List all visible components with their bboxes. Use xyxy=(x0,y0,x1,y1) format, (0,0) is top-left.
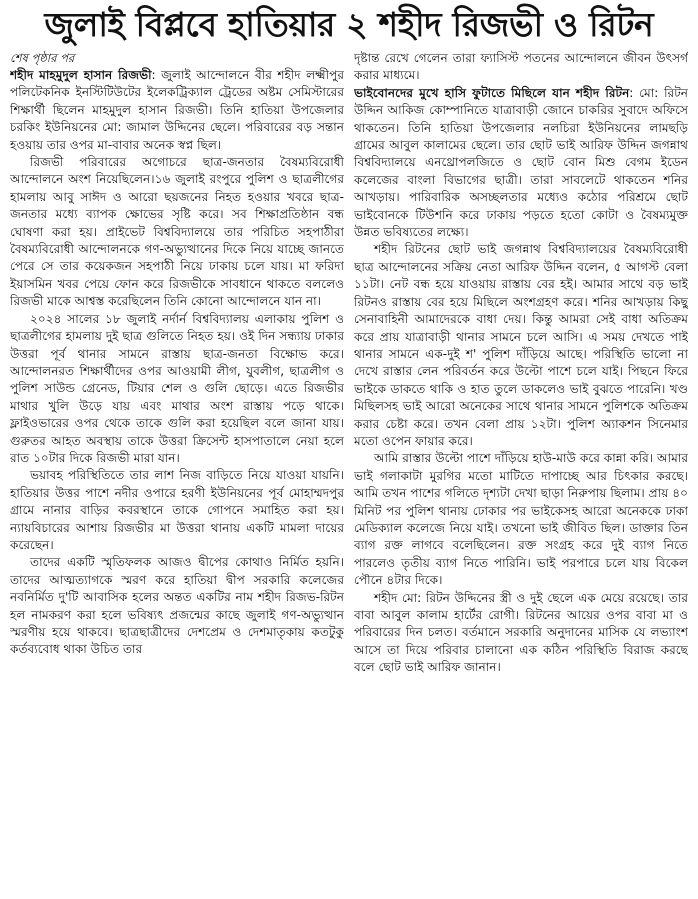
paragraph: ভয়াবহ পরিস্থিতিতে তার লাশ নিজ বাড়িতে নিয়ে যাওয়া যায়নি। হাতিয়ার উত্তর পাশে নদীর ওপারে হরণী ইউনিয়নের পূর্ব মোহাম্মদপুর গ্রামে নানার বাড়ির কবরস্থানে তাকে গোপনে সমাহিত করা হয়। ন্যায়বিচারের আশায় রিজভীর মা উত্তরা থানায় একটি মামলা দায়ের করেছেন। xyxy=(10,468,344,552)
right-column xyxy=(354,50,688,896)
paragraph: তাদের একটি স্মৃতিফলক আজও দ্বীপের কোথাও নির্মিত হয়নি। তাদের আত্মত্যাগকে স্মরণ করে হাতিয়া দ্বীপ সরকারি কলেজের নবনির্মিত দু'টি আবাসিক হলের অন্তত একটির নাম শহীদ রিজভ-রিটন হল নামকরণ করা হলে ভবিষ্যৎ প্রজন্মের কাছে জুলাই গণ-অভ্যুত্থান স্মরণীয় হয়ে থাকবে। ছাত্রছাত্রীদের দেশপ্রেম ও দেশমাতৃকায় কতটুকু কর্তব্যবোধ থাকা উচিত তার xyxy=(10,555,344,657)
article-columns xyxy=(10,50,688,896)
lead-name: শহীদ মাহমুদুল হাসান রিজভী xyxy=(10,68,152,82)
paragraph: শহীদ রিটনের ছোট ভাই জগন্নাথ বিশ্ববিদ্যালয়ের বৈষম্যবিরোধী ছাত্র আন্দোলনের সক্রিয় নেতা আরিফ উদ্দিন বলেন, ৫ আগস্ট বেলা ১১টা। নেট বন্ধ হয়ে যাওয়ায় রাস্তায় বের হই। আমার সাথে বড় ভাই রিটনও রাস্তায় বের হয়ে মিছিলে অংশগ্রহণ করে। শনির আখড়ায় কিছু সেনাবাহিনী আমাদেরকে বাধা দেয়। কিন্তু আমরা সেই বাধা অতিক্রম করে প্রায় যাত্রাবাড়ী থানার সামনে চলে আসি। এ সময় দেখতে পাই থানার সামনে এক-দুই শ' পুলিশ দাঁড়িয়ে আছে। পরিস্থিতি ভালো না দেখে রাস্তার লেন পরিবর্তন করে উল্টো পাশে চলে যাই। পিছনে ফিরে ভাইকে ডাকতে থাকি ও হাত তুলে ডাকলেও ভাই বুঝতে পারেনি। খণ্ড মিছিলসহ ভাই আরো অনেকের সাথে থানার সামনে পুলিশকে অতিক্রম করার চেষ্টা করে। তখন বেলা প্রায় ১২টা। পুলিশ অ্যাকশন সিনেমার মতো ওপেন ফায়ার করে। xyxy=(354,242,688,448)
paragraph-text: : মো: রিটন উদ্দিন আকিজ কোম্পানিতে যাত্রাবাড়ী জোনে চাকরির সুবাদে অফিসে থাকতেন। তিনি হাতিয়া উপজেলার নলচিরা ইউনিয়নের লামছড়ি গ্রামের আবুল কালামের ছেলে। তার ছোট ভাই আরিফ উদ্দিন জগন্নাথ বিশ্ববিদ্যালয়ে এনথ্রোপলজিতে ও ছোট বোন মিশু বেগম ইডেন কলেজের বাংলা বিভাগের ছাত্রী। তারা সাবলেটে থাকতেন শনির আখড়ায়। পারিবারিক অসচ্ছলতার মধ্যেও কঠোর পরিশ্রমে ছোট ভাইবোনকে টিউশনি করে ঢাকায় পড়তে হতো কোটা ও বৈষম্যমুক্ত উন্নত ভবিষ্যতের লক্ষ্যে। xyxy=(354,85,688,240)
paragraph: শহীদ মো: রিটন উদ্দিনের স্ত্রী ও দুই ছেলে এক মেয়ে রয়েছে। তার বাবা আবুল কালাম হার্টের রোগী। রিটনের আয়ের ওপর বাবা মা ও পরিবারের দিন চলত। বর্তমানে সরকারি অনুদানের মাসিক যে লভ্যাংশ আসে তা দিয়ে পরিবার চালানো এক কঠিন পরিস্থিতি বিরাজ করছে বলে ছোট ভাই আরিফ জানান। xyxy=(354,590,688,675)
paragraph xyxy=(10,67,344,154)
left-column xyxy=(10,50,344,896)
subheading: ভাইবোনদের মুখে হাসি ফুটাতে মিছিলে যান শহীদ রিটন xyxy=(354,85,630,100)
paragraph-text: : জুলাই আন্দোলনে বীর শহীদ লক্ষ্মীপুর পলিটেকনিক ইনস্টিটিউটের ইলেকট্রিক্যাল ট্রেডের অষ্টম সেমিস্টারের শিক্ষার্থী ছিলেন মাহমুদুল হাসান রিজভী। তিনি হাতিয়া উপজেলার চরকিং ইউনিয়নের মো: জামাল উদ্দিনের ছেলে। পরিবারের বড় সন্তান হওয়ায় তার ওপর মা-বাবার অনেক স্বপ্ন ছিল। xyxy=(10,68,344,152)
headline: জুলাই বিপ্লবে হাতিয়ার ২ শহীদ রিজভী ও রিটন xyxy=(44,5,654,44)
paragraph xyxy=(354,85,688,242)
paragraph: দৃষ্টান্ত রেখে গেলেন তারা ফ্যাসিস্ট পতনের আন্দোলনে জীবন উৎসর্গ করার মাধ্যমে। xyxy=(354,51,688,83)
paragraph: আমি রাস্তার উল্টো পাশে দাঁড়িয়ে হাউ-মাউ করে কান্না করি। আমার ভাই গলাকাটা মুরগির মতো মাটিতে দাপাচ্ছে আর চিৎকার করছে। আমি তখন পাশের গলিতে দৃশ্যটা দেখা ছাড়া নিরুপায় ছিলাম। প্রায় ৪০ মিনিট পর পুলিশ থানায় ঢোকার পর ভাইকেসহ আরো অনেককে ঢাকা মেডিক্যাল কলেজে নিয়ে যাই। তখনো ভাই জীবিত ছিল। ডাক্তার তিন ব্যাগ রক্ত লাগবে বলেছিলেন। রক্ত সংগ্রহ করে দুই ব্যাগ নিতে পারলেও তৃতীয় ব্যাগ নিতে পারিনি। ভাই পরপারে চলে যায় বিকেল পৌনে ৪টার দিকে। xyxy=(354,451,688,588)
paragraph: রিজভী পরিবারের অগোচরে ছাত্র-জনতার বৈষম্যবিরোধী আন্দোলনে অংশ নিয়েছিলেন।১৬ জুলাই রংপুরে পুলিশ ও ছাত্রলীগের হামলায় আবু সাঈদ ও আরো ছয়জনের নিহত হওয়ার খবরে ছাত্র-জনতার মধ্যে ব্যাপক ক্ষোভের সৃষ্টি করে। সব শিক্ষাপ্রতিষ্ঠান বন্ধ ঘোষণা করা হয়। প্রাইভেট বিশ্ববিদ্যালয়ে তার পরিচিত সহপাঠীরা বৈষম্যবিরোধী আন্দোলনকে গণ-অভ্যুত্থানের দিকে নিয়ে যাচ্ছে জানতে পেরে সে তার কয়েকজন সহপাঠী নিয়ে ঢাকায় চলে যায়। মা ফরিদা ইয়াসমিন খবর পেয়ে ফোন করে রিজভীকে সাবধানে থাকতে বললেও রিজভী মাকে আশ্বস্ত করেছিলেন তিনি কোনো আন্দোলনে যান না। xyxy=(10,155,344,309)
paragraph: ২০২৪ সালের ১৮ জুলাই নর্দার্ন বিশ্ববিদ্যালয় এলাকায় পুলিশ ও ছাত্রলীগের হামলায় দুই ছাত্র গুলিতে নিহত হয়। ওই দিন সন্ধ্যায় ঢাকার উত্তরা পূর্ব থানার সামনে রাস্তায় ছাত্র-জনতা বিক্ষোভ করে। আন্দোলনরত শিক্ষার্থীদের ওপর আওয়ামী লীগ, যুবলীগ, ছাত্রলীগ ও পুলিশ সাউন্ড গ্রেনেড, টিয়ার শেল ও গুলি ছোড়ে। এতে রিজভীর মাথার খুলি উড়ে যায় এবং মাথার অংশ রাস্তায় পড়ে থাকে। ফ্লাইওভারের ওপর থেকে তাকে গুলি করা হয়েছিল বলে জানা যায়। গুরুতর আহত অবস্থায় তাকে উত্তরা ক্রিসেন্ট হাসপাতালে নেয়া হলে রাত ১০টার দিকে রিজভী মারা যান। xyxy=(10,311,344,465)
continued-note: শেষ পৃষ্ঠার পর xyxy=(10,51,75,65)
